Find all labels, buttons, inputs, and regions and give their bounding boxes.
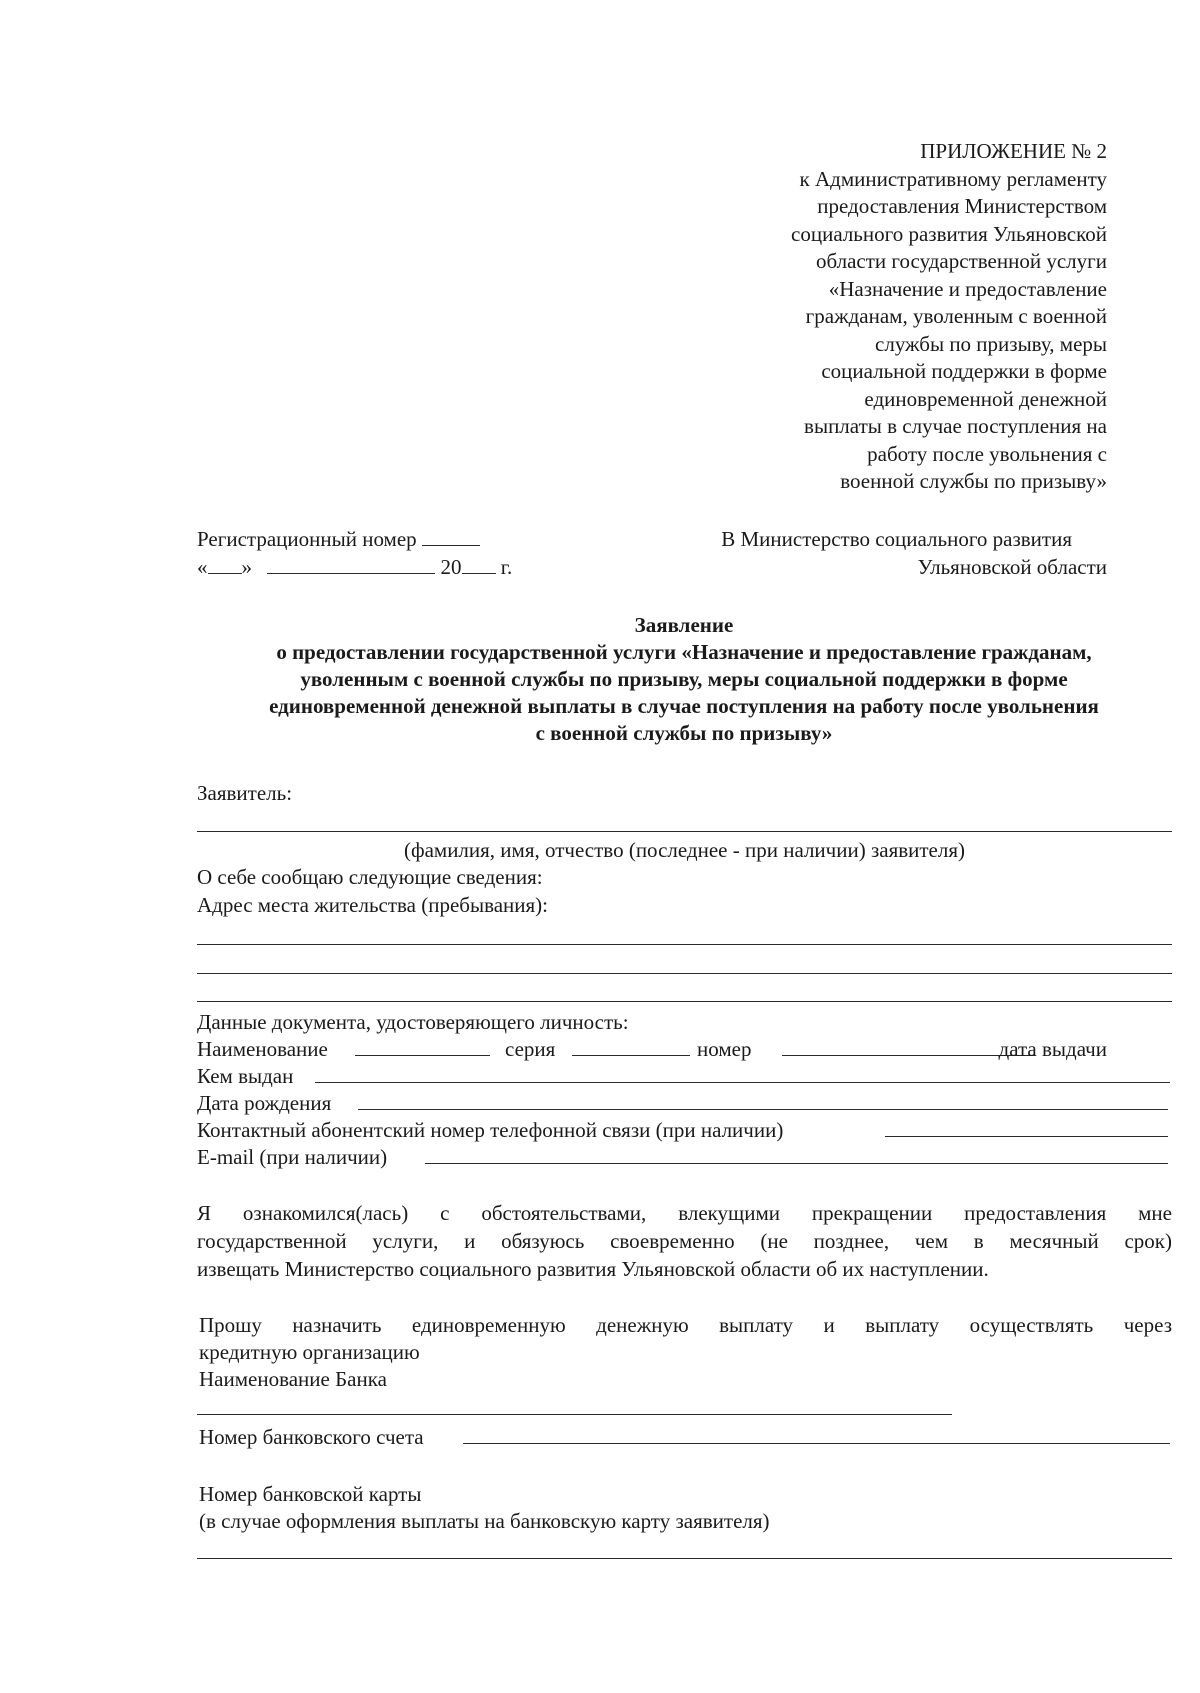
doc-series-label: серия	[505, 1037, 556, 1061]
identity-doc-header: Данные документа, удостоверяющего личность:	[197, 1010, 629, 1034]
registration-month-field[interactable]	[267, 555, 435, 574]
info-intro: О себе сообщаю следующие сведения:	[197, 865, 543, 889]
doc-issue-date-label: дата выдачи	[998, 1037, 1107, 1061]
appendix-line: области государственной услуги	[815, 249, 1107, 273]
appendix-line: военной службы по призыву»	[840, 469, 1107, 493]
applicant-label: Заявитель:	[197, 781, 293, 805]
bank-name-field[interactable]	[197, 1414, 952, 1415]
card-number-field[interactable]	[197, 1558, 1172, 1559]
registration-number-label: Регистрационный номер	[197, 527, 417, 551]
appendix-line: единовременной денежной	[864, 387, 1107, 411]
year-suffix: г.	[500, 555, 513, 579]
phone-field[interactable]	[885, 1136, 1168, 1137]
addressee-line2: Ульяновской области	[917, 555, 1107, 579]
heading-line: с военной службы по призыву»	[535, 721, 833, 745]
applicant-name-caption: (фамилия, имя, отчество (последнее - при наличии) заявителя)	[403, 838, 966, 862]
application-title: Заявление	[634, 613, 734, 637]
appendix-line: к Административному регламенту	[799, 167, 1107, 191]
issued-by-label: Кем выдан	[197, 1064, 294, 1088]
appendix-line: социальной поддержки в форме	[821, 359, 1107, 383]
address-field-line[interactable]	[197, 944, 1172, 945]
birth-date-field[interactable]	[358, 1109, 1168, 1110]
doc-number-field[interactable]	[782, 1055, 1034, 1056]
addressee-line1: В Министерство социального развития	[721, 527, 1072, 551]
acknowledgement-line: Я ознакомился(лась) с обстоятельствами, влекущими прекращении предоставления мне	[197, 1201, 1172, 1225]
payment-request-line2: кредитную организацию	[199, 1340, 420, 1364]
appendix-line: «Назначение и предоставление	[828, 277, 1107, 301]
registration-day-field[interactable]	[208, 555, 242, 574]
heading-line: о предоставлении государственной услуги «Назначение и предоставление гражданам,	[276, 640, 1092, 664]
card-label: Номер банковской карты	[199, 1482, 422, 1506]
doc-number-label: номер	[697, 1037, 752, 1061]
card-note: (в случае оформления выплаты на банковскую карту заявителя)	[199, 1509, 770, 1533]
address-field-line[interactable]	[197, 973, 1172, 974]
doc-name-field[interactable]	[355, 1055, 490, 1056]
bank-name-label: Наименование Банка	[199, 1367, 387, 1391]
email-field[interactable]	[425, 1163, 1168, 1164]
date-close-quote: »	[241, 555, 252, 579]
appendix-line: службы по призыву, меры	[875, 332, 1107, 356]
payment-request-line1: Прошу назначить единовременную денежную выплату и выплату осуществлять через	[199, 1313, 1172, 1337]
acknowledgement-line: извещать Министерство социального развития Ульяновской области об их наступлении.	[197, 1257, 989, 1281]
heading-line: уволенным с военной службы по призыву, меры социальной поддержки в форме	[300, 667, 1068, 691]
appendix-line: социального развития Ульяновской	[791, 222, 1107, 246]
registration-number-field[interactable]	[422, 527, 480, 546]
appendix-line: работу после увольнения с	[867, 442, 1107, 466]
account-label: Номер банковского счета	[199, 1425, 424, 1449]
date-open-quote: «	[197, 555, 208, 579]
appendix-title: ПРИЛОЖЕНИЕ № 2	[920, 139, 1107, 163]
issued-by-field[interactable]	[315, 1082, 1170, 1083]
address-field-line[interactable]	[197, 1001, 1172, 1002]
doc-series-field[interactable]	[572, 1055, 690, 1056]
heading-line: единовременной денежной выплаты в случае поступления на работу после увольнения	[269, 694, 1099, 718]
appendix-line: гражданам, уволенным с военной	[805, 304, 1107, 328]
year-prefix: 20	[440, 555, 462, 579]
appendix-line: предоставления Министерством	[817, 194, 1107, 218]
phone-label: Контактный абонентский номер телефонной связи (при наличии)	[197, 1118, 784, 1142]
doc-name-label: Наименование	[197, 1037, 328, 1061]
account-field[interactable]	[463, 1443, 1170, 1444]
appendix-line: выплаты в случае поступления на	[804, 414, 1107, 438]
acknowledgement-line: государственной услуги, и обязуюсь своевременно (не позднее, чем в месячный срок)	[197, 1229, 1172, 1253]
registration-number	[197, 526, 480, 553]
email-label: E-mail (при наличии)	[197, 1145, 388, 1169]
address-label: Адрес места жительства (пребывания):	[197, 893, 549, 917]
registration-year-field[interactable]	[462, 555, 496, 574]
applicant-name-field[interactable]	[197, 831, 1172, 832]
registration-date	[197, 554, 512, 581]
birth-date-label: Дата рождения	[197, 1091, 332, 1115]
